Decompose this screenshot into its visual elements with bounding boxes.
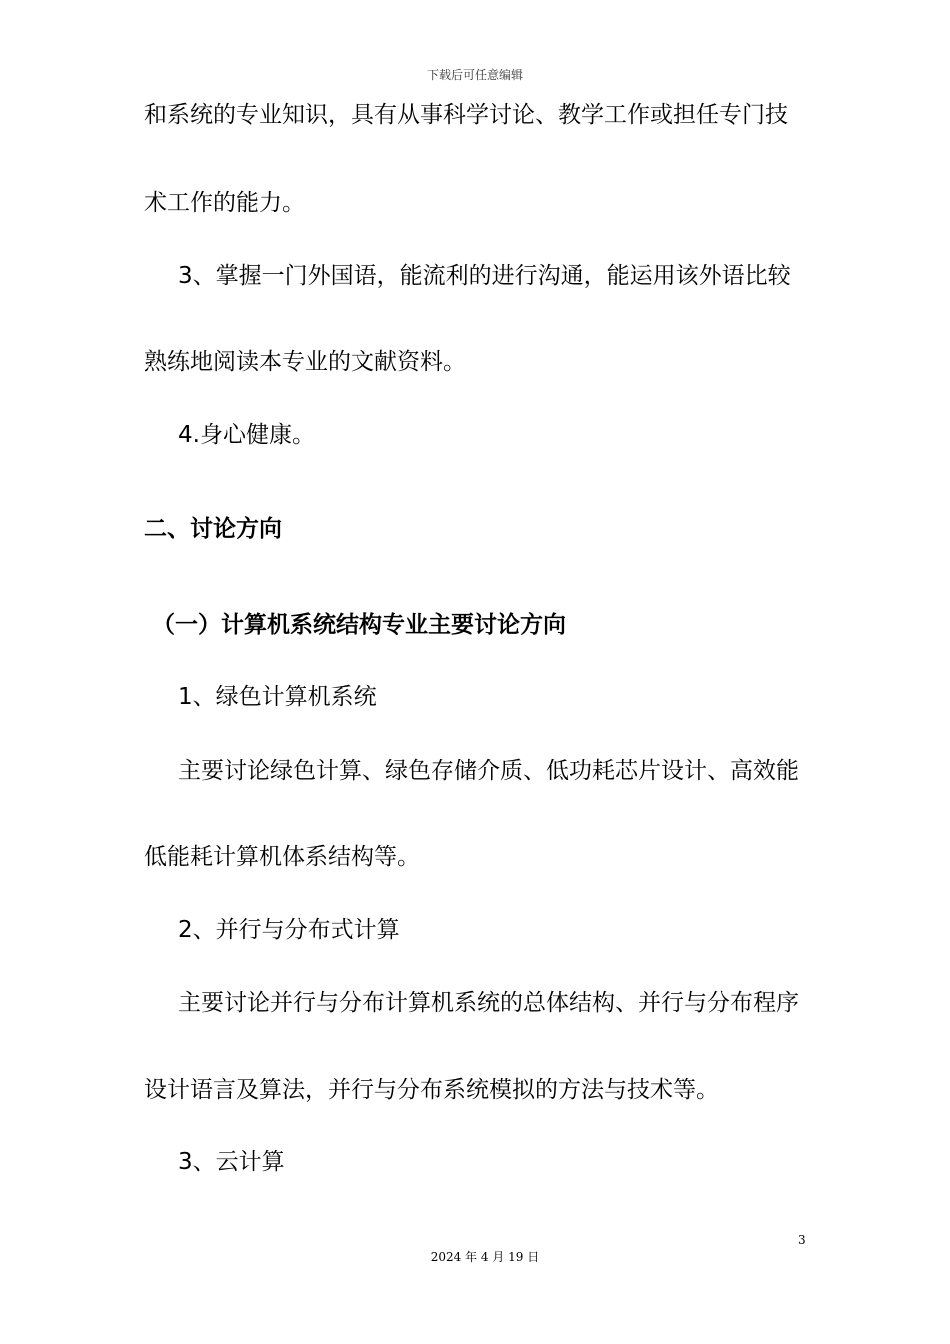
body-text-line: 术工作的能力。	[144, 190, 305, 216]
section-heading: 二、讨论方向	[144, 516, 282, 542]
list-item-heading: 2、并行与分布式计算	[178, 917, 400, 943]
page-number: 3	[798, 1233, 806, 1247]
body-text-line: 熟练地阅读本专业的文献资料。	[144, 349, 466, 375]
list-item-heading: 1、绿色计算机系统	[178, 684, 377, 710]
body-text-line: 低能耗计算机体系结构等。	[144, 844, 420, 870]
body-text-line: 4.身心健康。	[178, 422, 315, 448]
footer-date: 2024 年 4 月 19 日	[430, 1250, 540, 1264]
list-item-heading: 3、云计算	[178, 1149, 285, 1175]
body-text-line: 3、掌握一门外国语，能流利的进行沟通，能运用该外语比较	[178, 263, 791, 289]
body-text-line: 主要讨论绿色计算、绿色存储介质、低功耗芯片设计、高效能	[178, 758, 799, 784]
body-text-line: 设计语言及算法，并行与分布系统模拟的方法与技术等。	[144, 1077, 719, 1103]
page-header: 下载后可任意编辑	[426, 68, 523, 82]
body-text-line: 和系统的专业知识，具有从事科学讨论、教学工作或担任专门技	[144, 102, 788, 128]
subsection-heading: （一）计算机系统结构专业主要讨论方向	[152, 612, 566, 638]
body-text-line: 主要讨论并行与分布计算机系统的总体结构、并行与分布程序	[178, 990, 799, 1016]
